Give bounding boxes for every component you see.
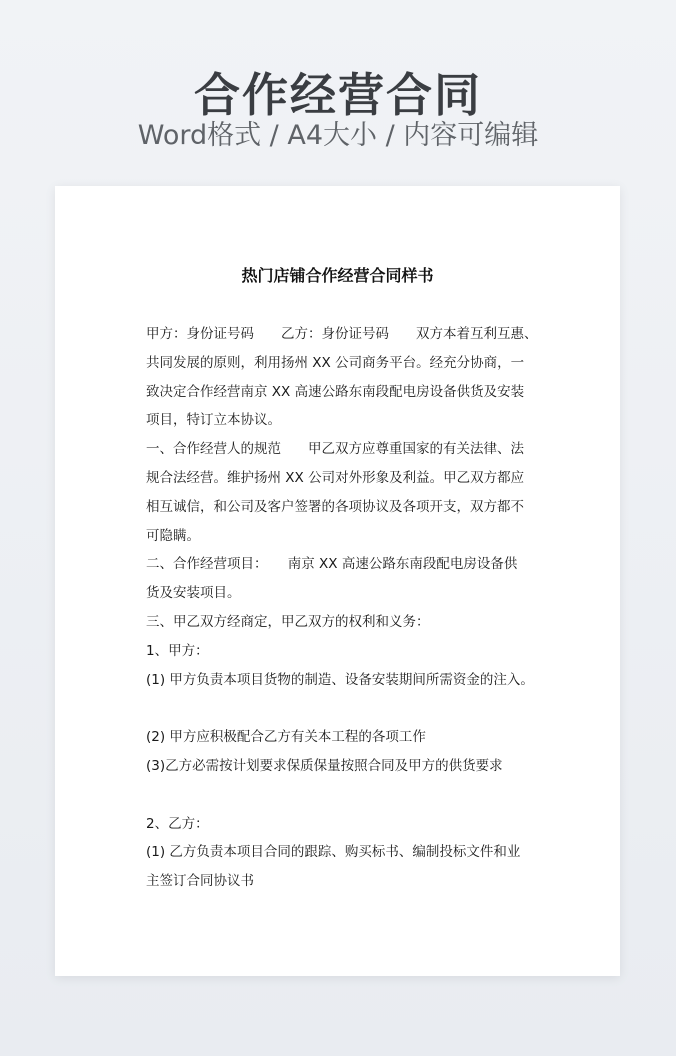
paragraph-line: 二、合作经营项目： 南京 XX 高速公路东南段配电房设备供	[146, 556, 518, 573]
paragraph-line: (1) 乙方负责本项目合同的跟踪、购买标书、编制投标文件和业	[146, 844, 521, 861]
paragraph-line: 共同发展的原则，利用扬州 XX 公司商务平台。经充分协商，一	[146, 354, 525, 371]
paragraph-line: (3)乙方必需按计划要求保质保量按照合同及甲方的供货要求	[146, 757, 503, 774]
paragraph-line: 项目，特订立本协议。	[146, 412, 281, 429]
blank-line	[146, 694, 546, 723]
paragraph-line: 可隐瞒。	[146, 527, 200, 544]
paragraph-line: 规合法经营。维护扬州 XX 公司对外形象及利益。甲乙双方都应	[146, 469, 525, 486]
paragraph-line: 相互诚信，和公司及客户签署的各项协议及各项开支，双方都不	[146, 498, 524, 515]
paragraph-line: 货及安装项目。	[146, 585, 241, 602]
paragraph-line: 1、甲方：	[146, 642, 209, 659]
paragraph-line: 一、合作经营人的规范 甲乙双方应尊重国家的有关法律、法	[146, 441, 524, 458]
paragraph-line: 致决定合作经营南京 XX 高速公路东南段配电房设备供货及安装	[146, 383, 525, 400]
blank-line	[146, 781, 546, 810]
banner-subtitle: Word格式 / A4大小 / 内容可编辑	[137, 120, 539, 151]
paragraph-line: 主签订合同协议书	[146, 873, 254, 890]
banner-title: 合作经营合同	[194, 68, 482, 122]
paragraph-line: 甲方：身份证号码 乙方：身份证号码 双方本着互利互惠、	[146, 326, 538, 342]
paragraph-line: (1) 甲方负责本项目货物的制造、设备安装期间所需资金的注入。	[146, 671, 534, 688]
paragraph-line: 2、乙方：	[146, 815, 209, 832]
document-body	[146, 320, 546, 896]
document-page	[55, 186, 620, 976]
paragraph-line: 三、甲乙双方经商定，甲乙双方的权利和义务：	[146, 613, 430, 630]
paragraph-line: (2) 甲方应积极配合乙方有关本工程的各项工作	[146, 729, 426, 746]
document-title: 热门店铺合作经营合同样书	[241, 266, 434, 285]
